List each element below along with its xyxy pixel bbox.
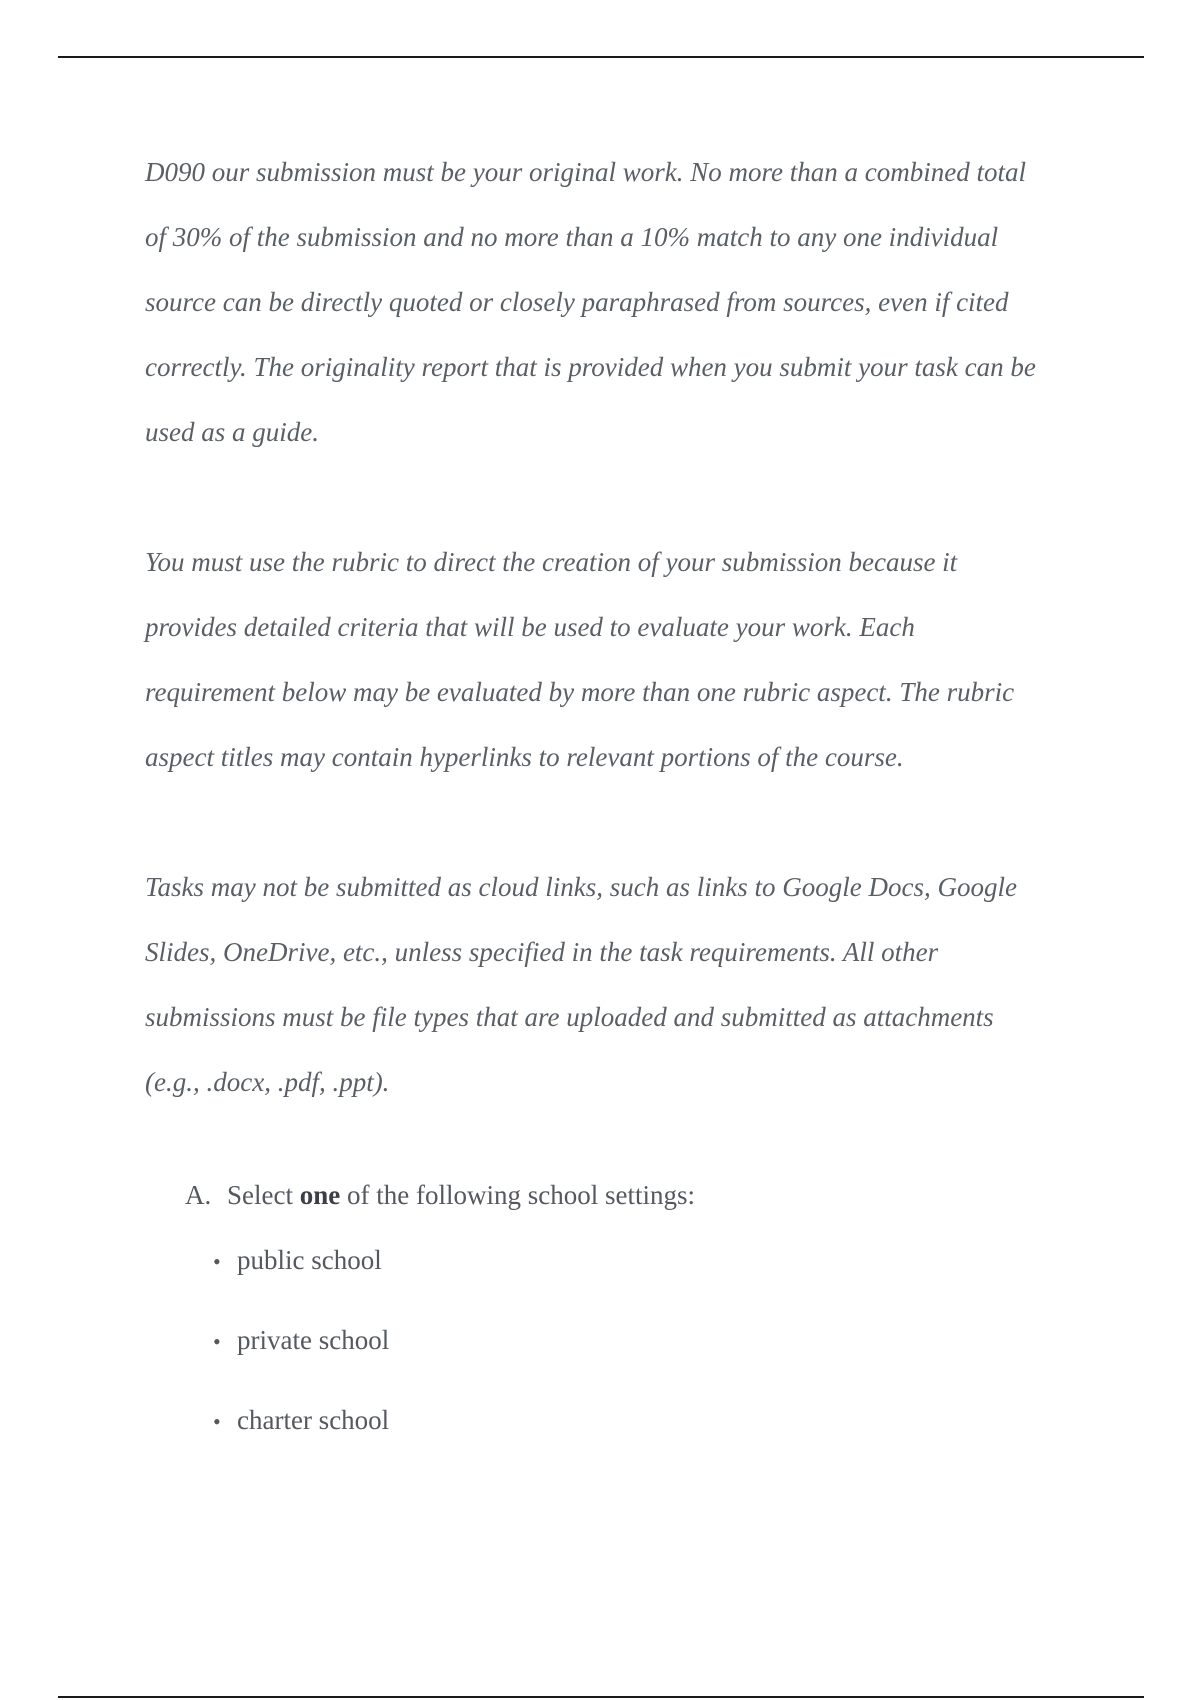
list-item xyxy=(213,1238,1045,1318)
originality-paragraph: D090 our submission must be your original work. No more than a combined total of 30% of the submission and no more than a 10% match to any one individual source can be directly quoted or closely paraphrased from sources, even if cited correctly. The originality report that is provided when you submit your task can be used as a guide. xyxy=(145,157,1036,447)
bullet-icon: • xyxy=(213,1409,221,1434)
top-rule xyxy=(58,56,1144,58)
bullet-icon: • xyxy=(213,1329,221,1354)
bullet-icon: • xyxy=(213,1249,221,1274)
task-text-after: of the following school settings: xyxy=(340,1180,695,1210)
task-text xyxy=(227,1180,695,1211)
task-text-before: Select xyxy=(227,1180,300,1210)
list-item xyxy=(213,1318,1045,1398)
task-letter: A. xyxy=(185,1180,212,1210)
school-settings-list xyxy=(185,1238,1045,1478)
task-text-emphasis: one xyxy=(299,1180,341,1210)
option-public-school: public school xyxy=(237,1245,382,1275)
document-body xyxy=(145,140,1045,1478)
bottom-rule xyxy=(58,1696,1144,1698)
option-private-school: private school xyxy=(237,1325,390,1355)
task-a-prompt xyxy=(185,1180,1045,1224)
task-a xyxy=(145,1180,1045,1478)
submission-format-paragraph: Tasks may not be submitted as cloud links, such as links to Google Docs, Google Slides, OneDrive, etc., unless specified in the task requirements. All other submissions must be file types that are uploaded and submitted as attachments (e.g., .docx, .pdf, .ppt). xyxy=(145,872,1017,1097)
list-item xyxy=(213,1398,1045,1478)
rubric-paragraph: You must use the rubric to direct the creation of your submission because it provides detailed criteria that will be used to evaluate your work. Each requirement below may be evaluated by more than one rubric aspect. The rubric aspect titles may contain hyperlinks to relevant portions of the course. xyxy=(145,547,1015,772)
option-charter-school: charter school xyxy=(237,1405,390,1435)
